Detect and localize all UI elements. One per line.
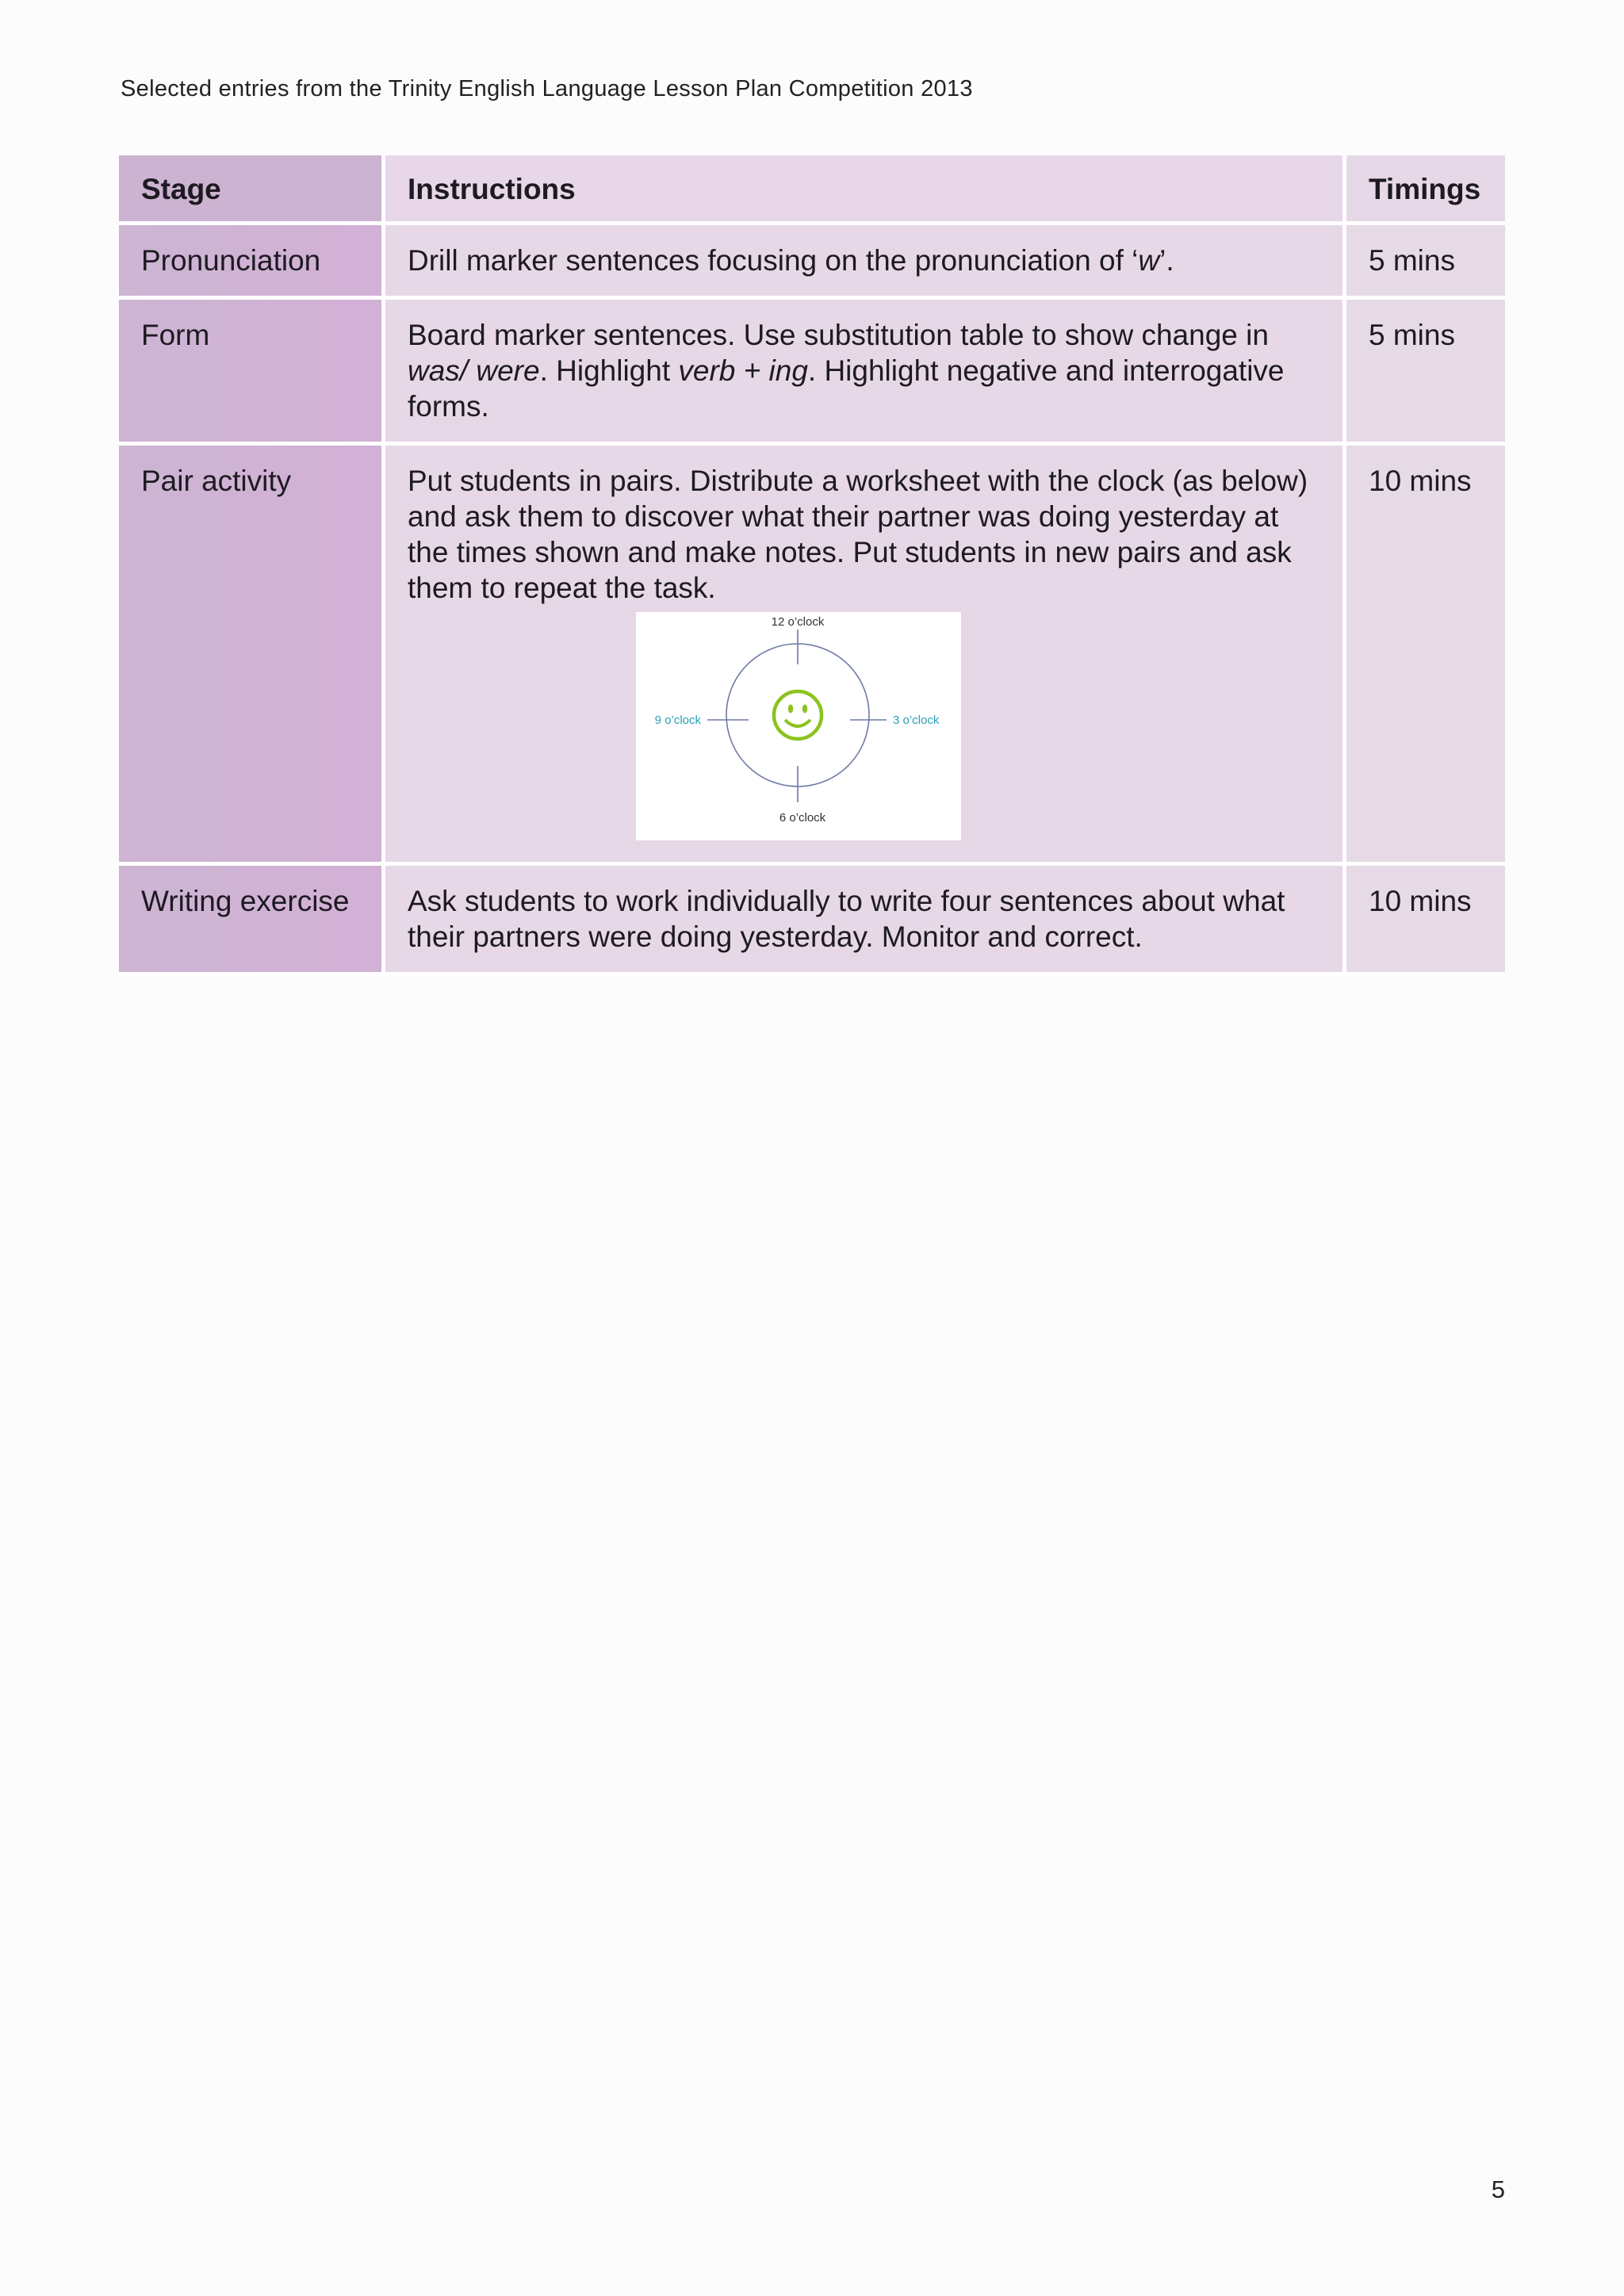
instructions-cell — [385, 446, 1346, 866]
clock-label-9: 9 o’clock — [654, 714, 701, 727]
column-header-stage: Stage — [119, 155, 385, 225]
table-row — [119, 446, 1505, 866]
stage-cell: Pronunciation — [119, 225, 385, 300]
instructions-italic: w — [1138, 244, 1160, 277]
instructions-cell — [385, 866, 1346, 976]
table-row — [119, 866, 1505, 976]
instructions-text: Ask students to work individually to write four sentences about what their partners were doing yesterday. Monitor and correct. — [408, 885, 1285, 953]
instructions-italic: was/ were — [408, 354, 540, 387]
instructions-text: Put students in pairs. Distribute a worksheet with the clock (as below) and ask them to discover what their partner was doing yesterday at the times shown and make notes. Put students in new pairs and ask them to repeat the task. — [408, 465, 1308, 604]
clock-face — [726, 644, 869, 786]
instructions-text: . Highlight — [539, 354, 679, 387]
timing-cell: 10 mins — [1346, 446, 1505, 866]
instructions-italic: verb + ing — [678, 354, 808, 387]
timing-cell: 5 mins — [1346, 300, 1505, 446]
running-header: Selected entries from the Trinity English Language Lesson Plan Competition 2013 — [121, 76, 973, 101]
instructions-text: Drill marker sentences focusing on the pronunciation of ‘ — [408, 244, 1139, 277]
lesson-plan-table — [119, 155, 1505, 976]
clock-diagram — [636, 612, 961, 840]
table-row — [119, 225, 1505, 300]
timing-cell: 10 mins — [1346, 866, 1505, 976]
clock-worksheet-figure — [636, 612, 961, 840]
smiley-face-icon — [774, 691, 822, 739]
table-header-row — [119, 155, 1505, 225]
instructions-cell — [385, 300, 1346, 446]
stage-cell: Form — [119, 300, 385, 446]
column-header-instructions: Instructions — [385, 155, 1346, 225]
stage-cell: Writing exercise — [119, 866, 385, 976]
table-row — [119, 300, 1505, 446]
stage-cell: Pair activity — [119, 446, 385, 866]
page-number: 5 — [1491, 2175, 1505, 2203]
clock-label-3: 3 o’clock — [893, 714, 940, 727]
instructions-text: . Highlight negative and interrogative forms. — [408, 354, 1285, 423]
column-header-timings: Timings — [1346, 155, 1505, 225]
clock-label-6: 6 o’clock — [779, 811, 826, 825]
timing-cell: 5 mins — [1346, 225, 1505, 300]
clock-label-12: 12 o’clock — [771, 615, 825, 629]
instructions-cell — [385, 225, 1346, 300]
instructions-text: ’. — [1159, 244, 1174, 277]
instructions-text: Board marker sentences. Use substitution table to show change in — [408, 319, 1269, 351]
